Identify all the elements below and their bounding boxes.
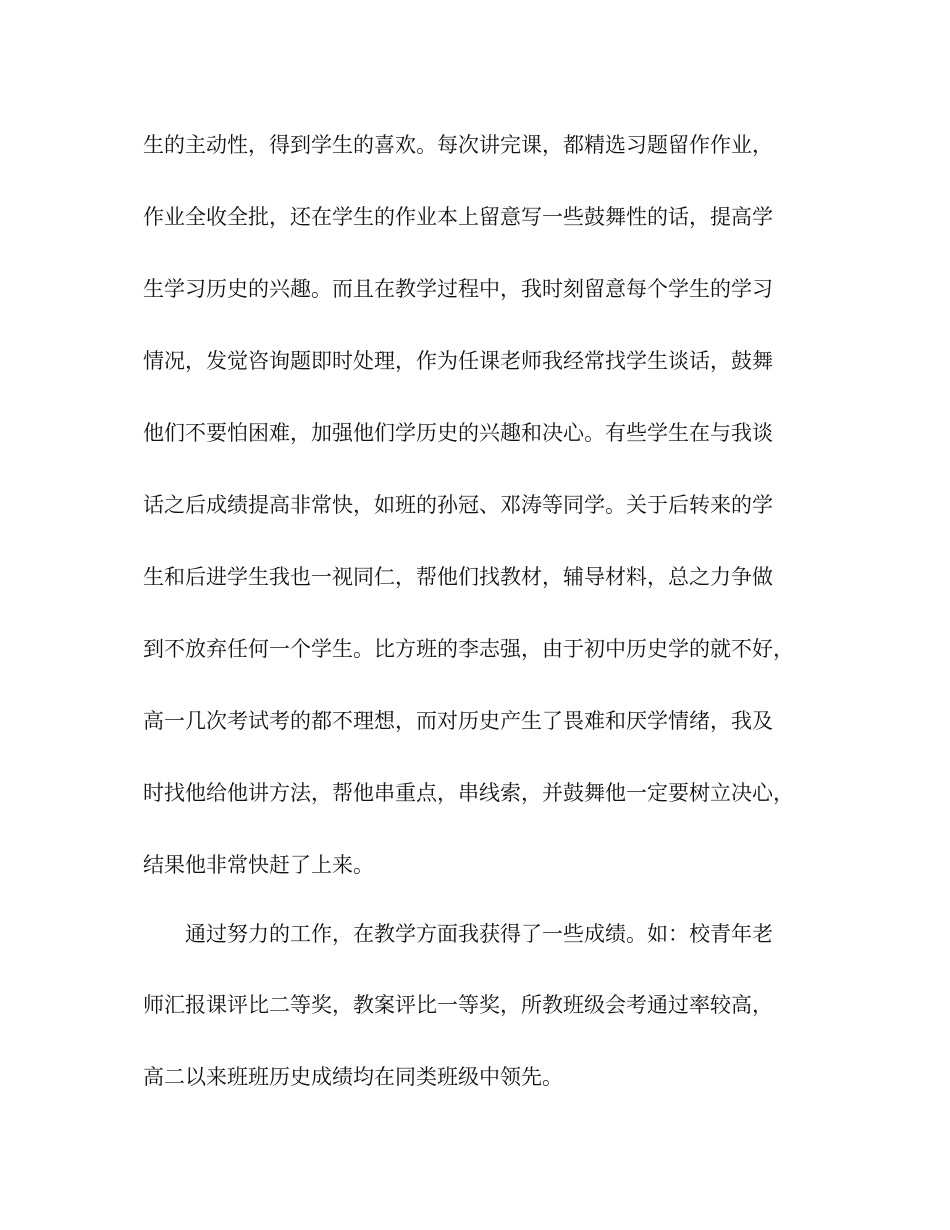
paragraph-first-line: 通过努力的工作，在教学方面我获得了一些成绩。如：校青年老 xyxy=(185,922,773,946)
text-line: 话之后成绩提高非常快，如班的孙冠、邓涛等同学。关于后转来的学 xyxy=(143,493,773,517)
text-line: 时找他给他讲方法，帮他串重点，串线索，并鼓舞他一定要树立决心， xyxy=(143,781,794,805)
text-line: 师汇报课评比二等奖，教案评比一等奖，所教班级会考通过率较高， xyxy=(143,993,773,1017)
text-line: 高二以来班班历史成绩均在同类班级中领先。 xyxy=(143,1065,563,1089)
text-line: 作业全收全批，还在学生的作业本上留意写一些鼓舞性的话，提高学 xyxy=(143,205,773,229)
text-line: 高一几次考试考的都不理想，而对历史产生了畏难和厌学情绪，我及 xyxy=(143,709,773,733)
text-line: 生学习历史的兴趣。而且在教学过程中，我时刻留意每个学生的学习 xyxy=(143,277,773,301)
text-line: 到不放弃任何一个学生。比方班的李志强，由于初中历史学的就不好， xyxy=(143,637,794,661)
text-line: 生的主动性，得到学生的喜欢。每次讲完课，都精选习题留作作业， xyxy=(143,133,773,157)
text-line: 他们不要怕困难，加强他们学历史的兴趣和决心。有些学生在与我谈 xyxy=(143,421,773,445)
text-line: 生和后进学生我也一视同仁，帮他们找教材，辅导材料，总之力争做 xyxy=(143,565,773,589)
text-line: 结果他非常快赶了上来。 xyxy=(143,853,374,877)
text-line: 情况，发觉咨询题即时处理，作为任课老师我经常找学生谈话，鼓舞 xyxy=(143,349,773,373)
